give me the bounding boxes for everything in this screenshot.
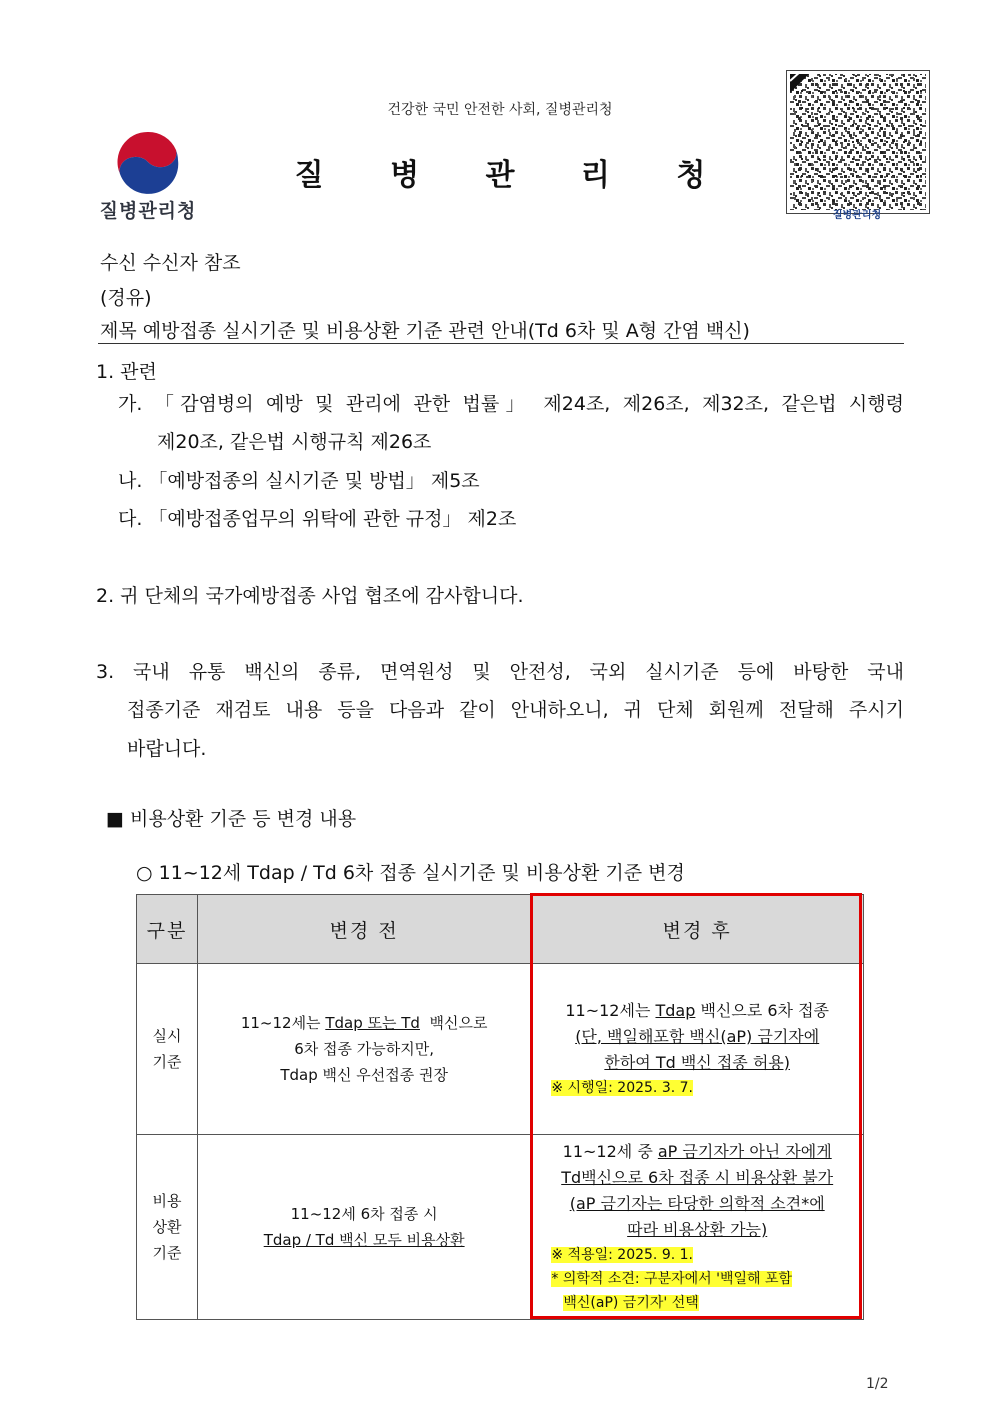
via-line: (경유): [100, 287, 152, 309]
row2-after-l1-underlined: aP 금기자가 아닌 자에게: [657, 1142, 832, 1161]
highlight-box: [530, 893, 862, 1319]
row2-after-l3: (aP 금기자는 타당한 의학적 소견*에: [569, 1194, 825, 1213]
header-category: 구분: [137, 895, 198, 964]
row2-after-note2-l2-text: 백신(aP) 금기자' 선택: [563, 1295, 699, 1311]
row2-after-note2-l1-text: * 의학적 소견: 구분자에서 '백일해 포함: [551, 1271, 793, 1287]
qr-code-icon: [787, 71, 929, 213]
row1-before-l1: [198, 1010, 530, 1036]
row1-before: [197, 964, 530, 1135]
row1-before-l1-pre: 11~12세는: [240, 1014, 326, 1032]
row1-before-l2: 6차 접종 가능하지만,: [294, 1040, 435, 1058]
logo-text: 질병관리청: [99, 200, 197, 222]
page-number: 1/2: [866, 1376, 889, 1392]
row2-before-l1: 11~12세 6차 접종 시: [290, 1205, 438, 1223]
row2-category-l3: 기준: [152, 1244, 182, 1262]
row2-category-l1: 비용: [152, 1192, 182, 1210]
item3-line3: 바랍니다.: [127, 738, 207, 760]
row1-category-l1: 실시: [152, 1027, 182, 1045]
header-after: 변경 후: [531, 895, 864, 964]
row2-after-l1-pre: 11~12세 중: [562, 1142, 658, 1161]
row2-before-l2: Tdap / Td 백신 모두 비용상환: [263, 1231, 465, 1249]
row2-after-l4: 따라 비용상환 가능): [627, 1220, 768, 1239]
item3-line2: 접종기준 재검토 내용 등을 다음과 같이 안내하오니, 귀 단체 회원께 전달해 주시기: [127, 699, 904, 721]
row2-after-l2: Td백신으로 6차 접종 시 비용상환 불가: [561, 1168, 834, 1187]
subsection-title: ○ 11~12세 Tdap / Td 6차 접종 실시기준 및 비용상환 기준 변경: [136, 862, 685, 884]
row1-after-l3: 한하여 Td 백신 접종 허용): [604, 1053, 790, 1072]
slogan: 건강한 국민 안전한 사회, 질병관리청: [387, 102, 613, 118]
recipient-line: 수신 수신자 참조: [100, 252, 241, 274]
row1-before-l3: Tdap 백신 우선접종 권장: [280, 1066, 448, 1084]
row2-category-l2: 상환: [152, 1218, 182, 1236]
org-title: 질 병 관 리 청: [294, 158, 734, 193]
seal-caption: 질병관리청: [832, 210, 882, 221]
row1-category-l2: 기준: [152, 1053, 182, 1071]
subject-line: 제목 예방접종 실시기준 및 비용상환 기준 관련 안내(Td 6차 및 A형 간염 백신): [100, 320, 750, 342]
item1-b: 나. 「예방접종의 실시기준 및 방법」 제5조: [118, 470, 480, 492]
section-title: ■ 비용상환 기준 등 변경 내용: [106, 808, 357, 830]
item3-line1: 3. 국내 유통 백신의 종류, 면역원성 및 안전성, 국외 실시기준 등에 바탕한 국내: [96, 661, 904, 683]
row2-category: [137, 1135, 198, 1320]
item1-title: 1. 관련: [96, 361, 157, 383]
item1-c: 다. 「예방접종업무의 위탁에 관한 규정」 제2조: [118, 508, 517, 530]
row1-category: [137, 964, 198, 1135]
official-seal-code: [786, 70, 930, 214]
divider: [98, 343, 904, 344]
item2: 2. 귀 단체의 국가예방접종 사업 협조에 감사합니다.: [96, 585, 524, 607]
item1-a-line2: 제20조, 같은법 시행규칙 제26조: [157, 431, 432, 453]
row2-before: [197, 1135, 530, 1320]
row1-after-note-text: ※ 시행일: 2025. 3. 7.: [551, 1080, 693, 1096]
header-before: 변경 전: [197, 895, 530, 964]
row1-after-l1-post: 백신으로 6차 접종: [695, 1001, 830, 1020]
item1-a-line1: 가. 「감염병의 예방 및 관리에 관한 법률」 제24조, 제26조, 제32조, 같은법 시행령: [118, 393, 904, 415]
row1-after-l2: (단, 백일해포함 백신(aP) 금기자에: [575, 1027, 820, 1046]
row1-after-l1-underlined: Tdap: [655, 1001, 696, 1020]
row2-after-note1-text: ※ 적용일: 2025. 9. 1.: [551, 1247, 693, 1263]
row1-after-l1-pre: 11~12세는: [565, 1001, 656, 1020]
row1-before-l1-post: 백신으로: [419, 1014, 488, 1032]
row1-before-l1-underlined: Tdap 또는 Td: [325, 1014, 420, 1032]
